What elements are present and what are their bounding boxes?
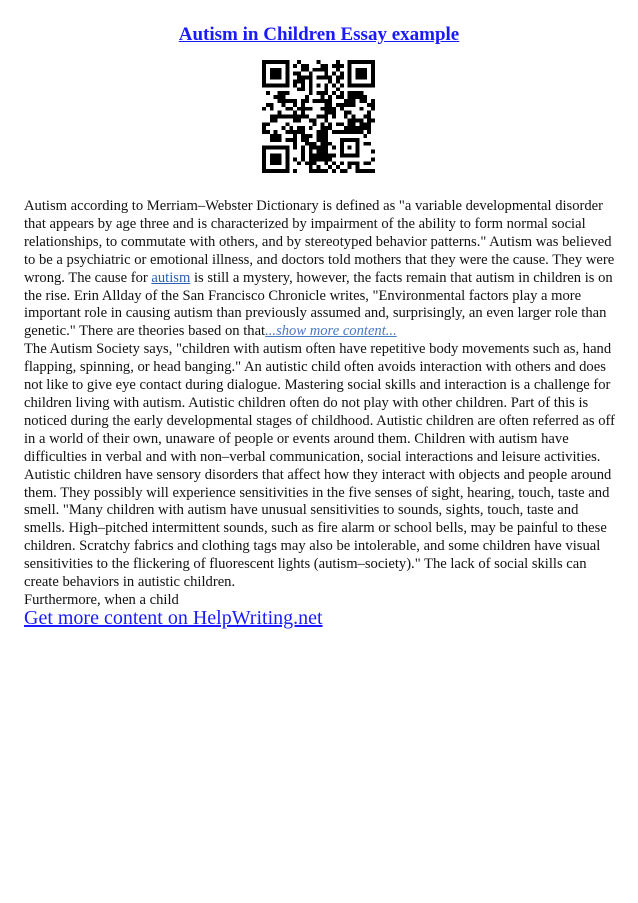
paragraph-2: The Autism Society says, "children with autism often have repetitive body movements such as, hand flapping, spinning, or head banging." An autistic child often avoids interaction with others and does not like to give eye contact during dialogue. Mastering social skills and interaction is a challenge for children living with autism. Autistic children often do not play with other children. Part of this is noticed during the early developmental stages of childhood. Autistic children are often referred as off in a world of their own, unaware of people or events around them. Children with autism have difficulties in verbal and with non–verbal communication, social interactions and leisure activities. Autistic children have sensory disorders that affect how they interact with objects and people around them. They possibly will experience sensitivities in the five senses of sight, hearing, touch, taste and smell. "Many children with autism have unusual sensitivities to sounds, sights, touch, taste and smells. High–pitched intermittent sounds, such as fire alarm or school bells, may be painful to these children. Scratchy fabrics and clothing tags may also be intolerable, and some children have visual sensitivities to the flickering of fluorescent lights (autism–society)." The lack of social skills can create behaviors in autistic children.	[24, 341, 615, 591]
paragraph-3: Furthermore, when a child	[24, 591, 179, 608]
autism-link[interactable]: autism	[151, 269, 191, 286]
paragraph-1-text-a: Autism according to Merriam–Webster Dictionary is defined as "a variable developmental disorder that appears by age three and is characterized by impairment of the ability to form normal social relationships, to commutate with others, and by stereotyped behavior patterns." Autism was believed to be a psychiatric or emotional illness, and doctors told mothers that they were the cause. They were wrong. The cause for	[24, 198, 615, 286]
show-more-link[interactable]: ...show more content...	[265, 323, 397, 340]
qr-code-icon	[262, 60, 375, 173]
paragraph-1	[24, 198, 616, 341]
paragraph-1-text-b: is still a mystery, however, the facts remain that autism in children is on the rise. Erin Allday of the San Francisco Chronicle writes, "Environmental factors play a more important role in causing autism than previously assumed and, surprisingly, an even larger role than genetic." There are theories based on that	[24, 269, 613, 340]
title-link[interactable]: Autism in Children Essay example	[178, 24, 460, 45]
get-more-content-link[interactable]: Get more content on HelpWriting.net	[24, 607, 323, 629]
essay-body	[24, 198, 616, 610]
document-title	[0, 24, 638, 46]
